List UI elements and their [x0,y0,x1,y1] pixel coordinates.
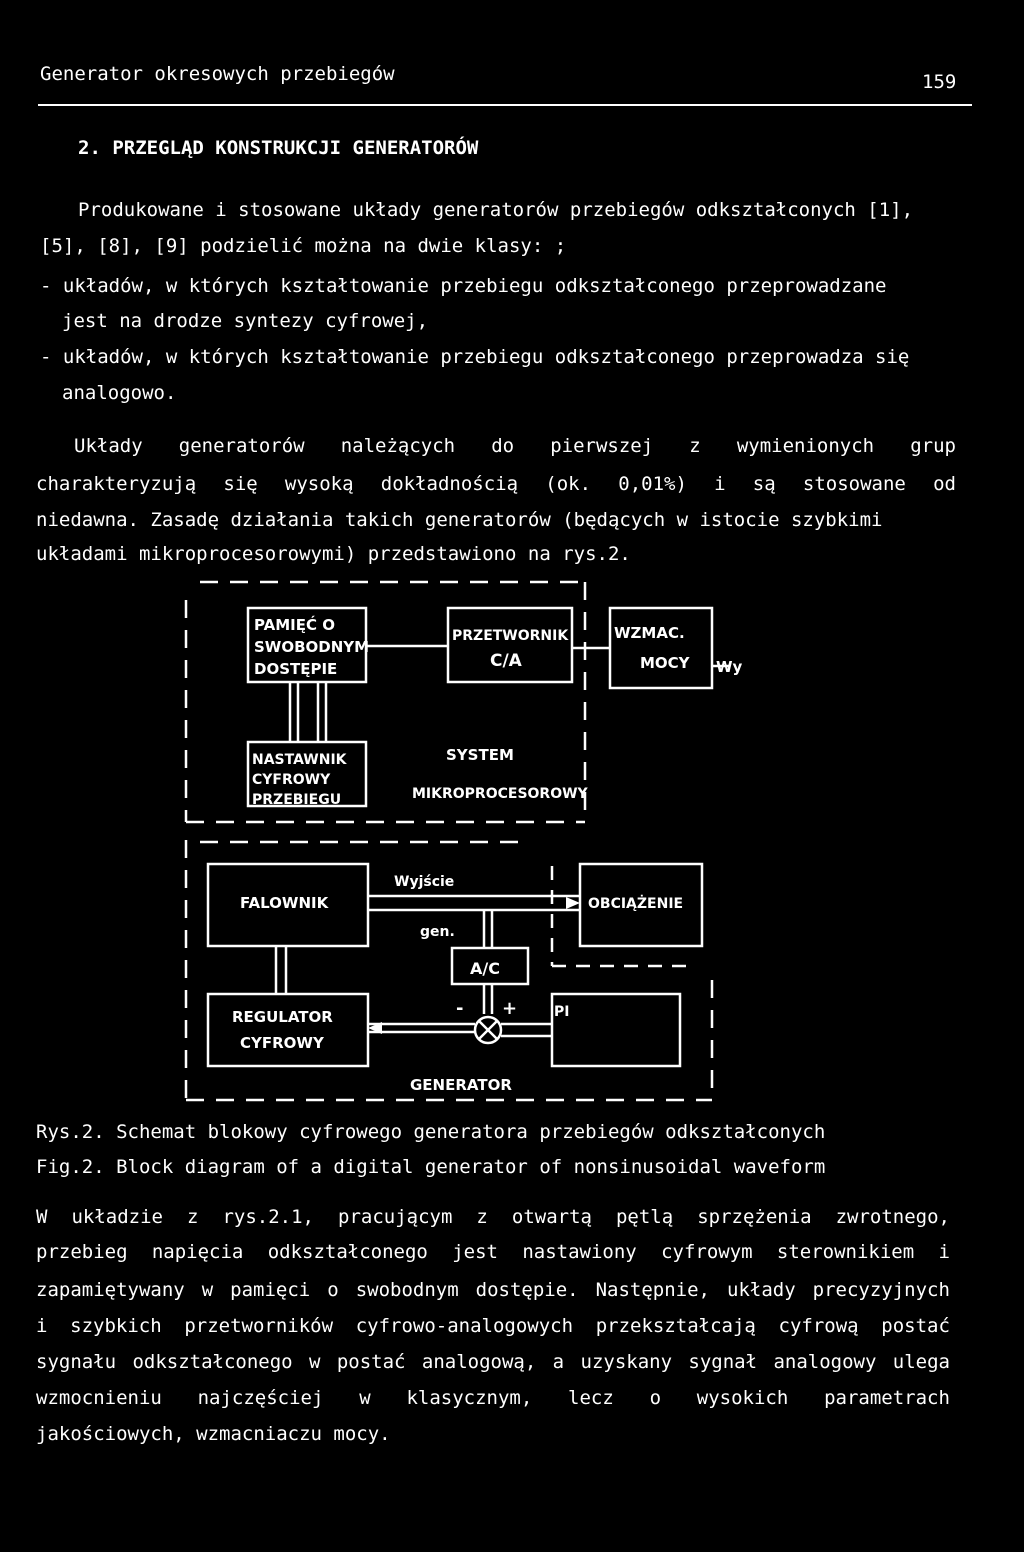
intro-line-1: Produkowane i stosowane układy generatorów przebiegów odkształconych [1], [78,199,914,221]
word: najczęściej [197,1387,324,1409]
word: postać [881,1315,950,1337]
para3-line-6 [36,1386,950,1410]
word: wysoką [284,473,354,495]
para3-line-5 [36,1350,950,1374]
block-diagram [0,570,1024,1110]
word: postać [336,1351,406,1373]
para3-line-7: jakościowych, wzmacniaczu mocy. [36,1423,391,1445]
word: generatorów [178,435,305,457]
output-gen-label-2: gen. [420,924,455,940]
word: są [752,473,776,495]
word: należących [340,435,456,457]
para2-line-3: niedawna. Zasadę działania takich generatorów (będących w istocie szybkimi [36,509,883,531]
word: cyfrową [778,1315,859,1337]
word: klasycznym, [406,1387,533,1409]
word: i [938,1241,950,1263]
word: w [201,1279,214,1301]
bullet-2-line-1: - układów, w których kształtowanie przebiegu odkształconego przeprowadza się [40,346,910,368]
caption-pl: Rys.2. Schemat blokowy cyfrowego generatora przebiegów odkształconych [36,1121,826,1143]
arrow-to-load [566,897,580,909]
word: 0,01%) [618,473,687,495]
word: sygnał [688,1351,758,1373]
word: sygnału [36,1351,117,1373]
word: się [223,473,258,495]
word: W [36,1206,48,1228]
word: lecz [568,1387,614,1409]
word: przekształcają [595,1315,756,1337]
word: sprzężenia [697,1206,812,1228]
load-label: OBCIĄŻENIE [588,896,684,912]
page-number: 159 [922,71,957,93]
word: i [714,473,726,495]
word: cyfrowo-analogowych [355,1315,574,1337]
word: w [309,1351,321,1373]
word: od [933,473,956,495]
regulator-label-1: REGULATOR [232,1008,333,1026]
caption-en: Fig.2. Block diagram of a digital generator of nonsinusoidal waveform [36,1156,826,1178]
amp-label-2: MOCY [640,654,690,672]
word: układy [727,1279,796,1301]
word: pierwszej [550,435,654,457]
word: parametrach [824,1387,950,1409]
word: swobodnym [355,1279,459,1301]
regulator-label-2: CYFROWY [240,1034,324,1052]
ram-label-1: PAMIĘĆ O [254,616,335,634]
system-label-1: SYSTEM [446,746,514,764]
word: sterownikiem [776,1241,915,1263]
word: pętlą [615,1206,674,1228]
word: wzmocnieniu [36,1387,162,1409]
word: napięcia [151,1241,244,1263]
word: charakteryzują [36,473,197,495]
word: o [327,1279,339,1301]
setter-label-1: NASTAWNIK [252,752,347,768]
regulator-block [208,994,368,1066]
bullet-2-line-2: analogowo. [62,382,177,404]
word: przebieg [36,1241,128,1263]
word: precyzyjnych [812,1279,950,1301]
plus-sign: + [502,998,518,1019]
amp-label-1: WZMAC. [614,624,685,642]
para3-line-3 [36,1278,950,1302]
header-rule [38,104,972,106]
pi-label: PI [554,1004,570,1020]
output-label: Wy [716,658,743,676]
word: z [689,435,701,457]
word: cyfrowym [661,1241,753,1263]
word: odkształconego [267,1241,428,1263]
word: pamięci [230,1279,311,1301]
word: z [187,1206,199,1228]
word: z [476,1206,488,1228]
word: zapamiętywany [36,1279,185,1301]
minus-sign: - [456,998,464,1019]
word: rys.2.1, [222,1206,314,1228]
word: stosowane [802,473,906,495]
ram-label-3: DOSTĘPIE [254,660,338,678]
section-heading: 2. PRZEGLĄD KONSTRUKCJI GENERATORÓW [78,137,479,159]
word: analogowy [773,1351,877,1373]
word: w [359,1387,371,1409]
word: uzyskany [580,1351,673,1373]
word: wymienionych [736,435,875,457]
setter-label-3: PRZEBIEGU [252,792,342,808]
inverter-label: FALOWNIK [240,894,329,912]
converter-label-2: C/A [490,651,522,671]
para3-line-1 [36,1205,950,1229]
pi-block [552,994,680,1066]
output-gen-label-1: Wyjście [394,874,455,890]
bullet-1-line-1: - układów, w których kształtowanie przebiegu odkształconego przeprowadzane [40,275,887,297]
word: wysokich [696,1387,789,1409]
word: odkształconego [132,1351,293,1373]
system-label-2: MIKROPROCESOROWY [412,786,588,802]
converter-label-1: PRZETWORNIK [452,628,569,644]
adc-label: A/C [470,959,500,978]
word: dokładnością [380,473,519,495]
bullet-1-line-2: jest na drodze syntezy cyfrowej, [62,310,429,332]
word: Układy [74,435,143,457]
word: o [649,1387,662,1409]
word: jest [452,1241,498,1263]
word: szybkich [70,1315,162,1337]
word: i [36,1315,48,1337]
word: nastawiony [522,1241,637,1263]
word: dostępie. [475,1279,579,1301]
running-header-title: Generator okresowych przebiegów [40,63,395,85]
word: zwrotnego, [835,1206,950,1228]
word: analogową, [421,1351,537,1373]
intro-line-2: [5], [8], [9] podzielić można na dwie klasy: ; [40,235,567,257]
para3-line-2 [36,1240,950,1264]
word: pracującym [338,1206,453,1228]
para2-line-1 [74,434,956,458]
word: przetworników [184,1315,334,1337]
word: układzie [71,1206,163,1228]
word: (ok. [545,473,592,495]
word: otwartą [511,1206,592,1228]
word: a [552,1351,565,1373]
ram-label-2: SWOBODNYM [254,638,370,656]
para2-line-4: układami mikroprocesorowymi) przedstawiono na rys.2. [36,543,631,565]
setter-label-2: CYFROWY [252,772,331,788]
generator-label: GENERATOR [410,1076,512,1094]
word: grup [910,435,956,457]
word: Następnie, [595,1279,710,1301]
word: ulega [892,1351,950,1373]
amplifier-block [610,608,712,688]
para2-line-2 [36,472,956,496]
word: do [491,435,515,457]
para3-line-4 [36,1314,950,1338]
